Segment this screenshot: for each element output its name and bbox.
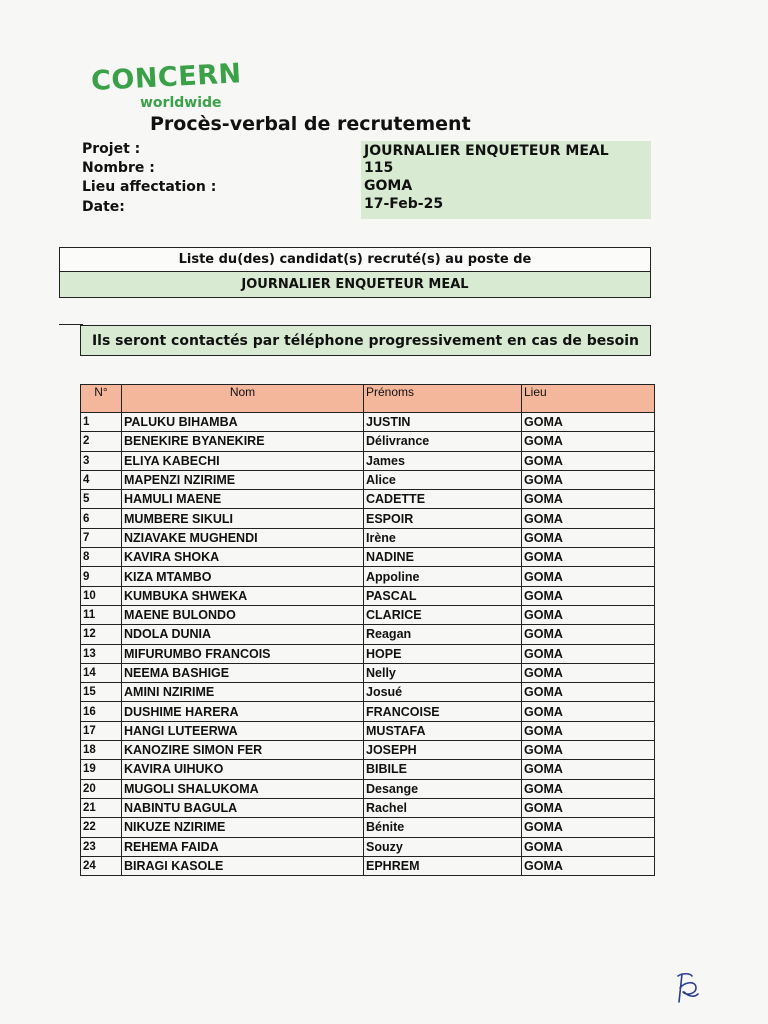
table-row (81, 586, 655, 605)
cell-num: 11 (81, 605, 122, 624)
table-row (81, 413, 655, 432)
table-row (81, 451, 655, 470)
cell-prenoms: PASCAL (364, 586, 522, 605)
cell-lieu: GOMA (522, 760, 655, 779)
cell-lieu: GOMA (522, 605, 655, 624)
poste-title: JOURNALIER ENQUETEUR MEAL (59, 272, 651, 298)
cell-prenoms: NADINE (364, 548, 522, 567)
table-row (81, 567, 655, 586)
cell-prenoms: Souzy (364, 837, 522, 856)
cell-nom: MAPENZI NZIRIME (122, 470, 364, 489)
cell-prenoms: JUSTIN (364, 413, 522, 432)
handwritten-initials-signature (672, 970, 702, 1006)
cell-nom: MIFURUMBO FRANCOIS (122, 644, 364, 663)
cell-num: 13 (81, 644, 122, 663)
cell-num: 8 (81, 548, 122, 567)
column-header-lieu: Lieu (522, 385, 655, 413)
field-label-date: Date: (82, 199, 125, 215)
cell-nom: KIZA MTAMBO (122, 567, 364, 586)
document-title: Procès-verbal de recrutement (150, 113, 471, 135)
cell-nom: KAVIRA UIHUKO (122, 760, 364, 779)
cell-lieu: GOMA (522, 625, 655, 644)
cell-prenoms: Appoline (364, 567, 522, 586)
table-row (81, 779, 655, 798)
cell-lieu: GOMA (522, 798, 655, 817)
cell-num: 17 (81, 721, 122, 740)
cell-nom: DUSHIME HARERA (122, 702, 364, 721)
table-row (81, 837, 655, 856)
cell-num: 24 (81, 856, 122, 875)
cell-nom: REHEMA FAIDA (122, 837, 364, 856)
cell-nom: MAENE BULONDO (122, 605, 364, 624)
cell-lieu: GOMA (522, 451, 655, 470)
cell-prenoms: BIBILE (364, 760, 522, 779)
cell-lieu: GOMA (522, 644, 655, 663)
cell-num: 6 (81, 509, 122, 528)
cell-lieu: GOMA (522, 663, 655, 682)
logo-wordmark: CONCERN (90, 58, 243, 97)
cell-lieu: GOMA (522, 509, 655, 528)
cell-prenoms: HOPE (364, 644, 522, 663)
cell-nom: BENEKIRE BYANEKIRE (122, 432, 364, 451)
cell-prenoms: Alice (364, 470, 522, 489)
cell-prenoms: Bénite (364, 818, 522, 837)
table-row (81, 683, 655, 702)
cell-prenoms: Nelly (364, 663, 522, 682)
cell-lieu: GOMA (522, 586, 655, 605)
cell-nom: MUMBERE SIKULI (122, 509, 364, 528)
cell-num: 20 (81, 779, 122, 798)
cell-lieu: GOMA (522, 567, 655, 586)
list-heading: Liste du(des) candidat(s) recruté(s) au poste de (59, 247, 651, 272)
cell-prenoms: Reagan (364, 625, 522, 644)
cell-num: 15 (81, 683, 122, 702)
cell-num: 14 (81, 663, 122, 682)
cell-lieu: GOMA (522, 470, 655, 489)
table-header-row (81, 385, 655, 413)
table-row (81, 625, 655, 644)
cell-lieu: GOMA (522, 432, 655, 451)
table-row (81, 760, 655, 779)
cell-lieu: GOMA (522, 683, 655, 702)
column-header-prenoms: Prénoms (364, 385, 522, 413)
field-value-projet: JOURNALIER ENQUETEUR MEAL (364, 143, 609, 159)
cell-nom: KUMBUKA SHWEKA (122, 586, 364, 605)
table-row (81, 644, 655, 663)
cell-num: 12 (81, 625, 122, 644)
table-row (81, 490, 655, 509)
contact-note: Ils seront contactés par téléphone progressivement en cas de besoin (80, 325, 651, 356)
cell-prenoms: Irène (364, 528, 522, 547)
cell-nom: ELIYA KABECHI (122, 451, 364, 470)
cell-prenoms: Rachel (364, 798, 522, 817)
cell-prenoms: Josué (364, 683, 522, 702)
table-row (81, 721, 655, 740)
recruits-table (80, 384, 655, 876)
table-row (81, 528, 655, 547)
cell-num: 22 (81, 818, 122, 837)
cell-nom: KAVIRA SHOKA (122, 548, 364, 567)
cell-prenoms: EPHREM (364, 856, 522, 875)
cell-num: 5 (81, 490, 122, 509)
cell-lieu: GOMA (522, 856, 655, 875)
cell-lieu: GOMA (522, 413, 655, 432)
cell-lieu: GOMA (522, 721, 655, 740)
table-row (81, 548, 655, 567)
cell-nom: PALUKU BIHAMBA (122, 413, 364, 432)
table-body (81, 413, 655, 876)
field-value-nombre: 115 (364, 160, 394, 176)
field-value-lieu-affectation: GOMA (364, 178, 413, 194)
cell-lieu: GOMA (522, 741, 655, 760)
cell-nom: NZIAVAKE MUGHENDI (122, 528, 364, 547)
field-label-lieu-affectation: Lieu affectation : (82, 179, 217, 195)
field-value-date: 17-Feb-25 (364, 196, 444, 212)
cell-lieu: GOMA (522, 702, 655, 721)
cell-num: 16 (81, 702, 122, 721)
cell-prenoms: JOSEPH (364, 741, 522, 760)
table-row (81, 818, 655, 837)
cell-prenoms: James (364, 451, 522, 470)
cell-prenoms: FRANCOISE (364, 702, 522, 721)
cell-prenoms: Desange (364, 779, 522, 798)
table-row (81, 470, 655, 489)
cell-nom: BIRAGI KASOLE (122, 856, 364, 875)
cell-num: 1 (81, 413, 122, 432)
cell-lieu: GOMA (522, 818, 655, 837)
cell-num: 21 (81, 798, 122, 817)
column-header-num: N° (81, 385, 122, 413)
cell-prenoms: CADETTE (364, 490, 522, 509)
cell-lieu: GOMA (522, 490, 655, 509)
cell-nom: KANOZIRE SIMON FER (122, 741, 364, 760)
cell-num: 9 (81, 567, 122, 586)
cell-nom: MUGOLI SHALUKOMA (122, 779, 364, 798)
column-header-nom: Nom (122, 385, 364, 413)
cell-prenoms: MUSTAFA (364, 721, 522, 740)
cell-prenoms: Délivrance (364, 432, 522, 451)
logo-subtitle: worldwide (140, 95, 222, 111)
cell-prenoms: CLARICE (364, 605, 522, 624)
cell-num: 4 (81, 470, 122, 489)
cell-num: 2 (81, 432, 122, 451)
field-label-projet: Projet : (82, 141, 141, 157)
cell-num: 10 (81, 586, 122, 605)
table-row (81, 798, 655, 817)
cell-num: 3 (81, 451, 122, 470)
cell-nom: HANGI LUTEERWA (122, 721, 364, 740)
field-label-nombre: Nombre : (82, 160, 155, 176)
cell-num: 23 (81, 837, 122, 856)
cell-nom: AMINI NZIRIME (122, 683, 364, 702)
cell-num: 18 (81, 741, 122, 760)
cell-nom: NIKUZE NZIRIME (122, 818, 364, 837)
table-row (81, 741, 655, 760)
cell-nom: HAMULI MAENE (122, 490, 364, 509)
cell-lieu: GOMA (522, 548, 655, 567)
table-row (81, 432, 655, 451)
cell-num: 19 (81, 760, 122, 779)
cell-nom: NDOLA DUNIA (122, 625, 364, 644)
cell-nom: NABINTU BAGULA (122, 798, 364, 817)
table-row (81, 856, 655, 875)
table-row (81, 605, 655, 624)
table-row (81, 702, 655, 721)
cell-lieu: GOMA (522, 837, 655, 856)
table-row (81, 509, 655, 528)
table-row (81, 663, 655, 682)
cell-lieu: GOMA (522, 528, 655, 547)
cell-num: 7 (81, 528, 122, 547)
cell-prenoms: ESPOIR (364, 509, 522, 528)
cell-nom: NEEMA BASHIGE (122, 663, 364, 682)
cell-lieu: GOMA (522, 779, 655, 798)
